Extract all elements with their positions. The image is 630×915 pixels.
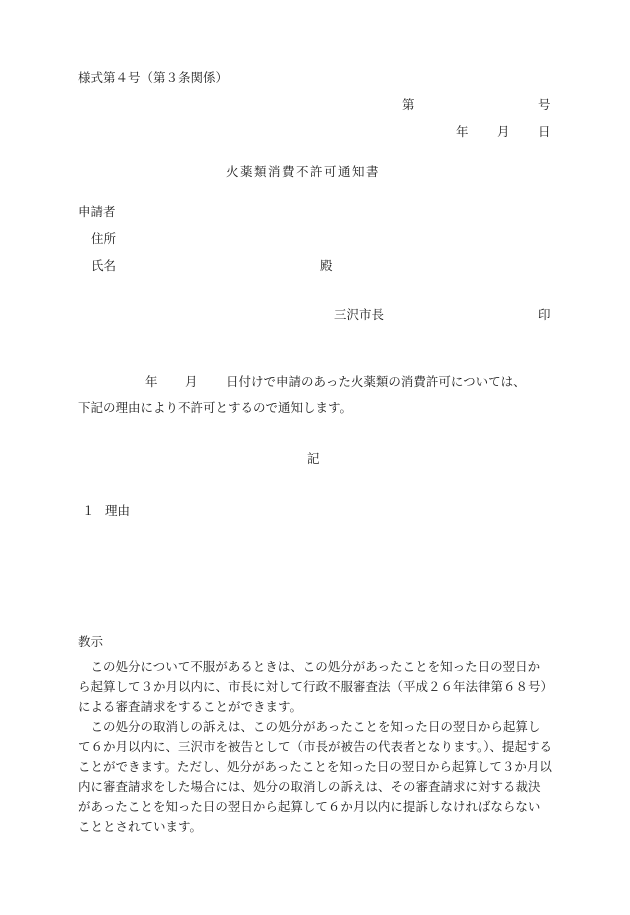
name-label: 氏名 xyxy=(91,258,117,273)
body-year: 年 xyxy=(145,374,158,389)
reason-number: １ xyxy=(82,503,95,518)
number-prefix: 第 xyxy=(402,97,415,112)
honorific: 殿 xyxy=(320,258,333,273)
body-line2: 下記の理由により不許可とするので通知します。 xyxy=(78,400,353,415)
reason-label: 理由 xyxy=(105,503,131,518)
notice-body xyxy=(78,657,552,837)
notice-paragraph-2: この処分の取消しの訴えは、この処分があったことを知った日の翌日から起算して６か月以内に、三沢市を被告として（市長が被告の代表者となります。）、提起することができます。ただし、処分があったことを知った日の翌日から起算して３か月以内に審査請求をした場合には、処分の取消しの訴えは、その審査請求に対する裁決があったことを知った日の翌日から起算して６か月以内に提訴しなければならないこととされています。 xyxy=(78,719,553,834)
document-title: 火薬類消費不許可通知書 xyxy=(226,164,381,179)
seal-mark: 印 xyxy=(538,307,551,322)
date-day: 日 xyxy=(538,124,551,139)
number-suffix: 号 xyxy=(538,97,551,112)
date-year: 年 xyxy=(456,124,469,139)
notice-paragraph-1: この処分について不服があるときは、この処分があったことを知った日の翌日から起算して３か月以内に、市長に対して行政不服審査法（平成２６年法律第６８号）による審査請求をすることができます。 xyxy=(78,659,547,714)
applicant-heading: 申請者 xyxy=(78,204,116,219)
body-line1: 日付けで申請のあった火薬類の消費許可については、 xyxy=(226,374,526,389)
ki-mark: 記 xyxy=(307,451,320,466)
address-label: 住所 xyxy=(91,231,117,246)
date-month: 月 xyxy=(497,124,510,139)
notice-heading: 教示 xyxy=(78,634,104,649)
body-month: 月 xyxy=(185,374,198,389)
issuer-name: 三沢市長 xyxy=(334,307,385,322)
form-label: 様式第４号（第３条関係） xyxy=(78,70,229,85)
